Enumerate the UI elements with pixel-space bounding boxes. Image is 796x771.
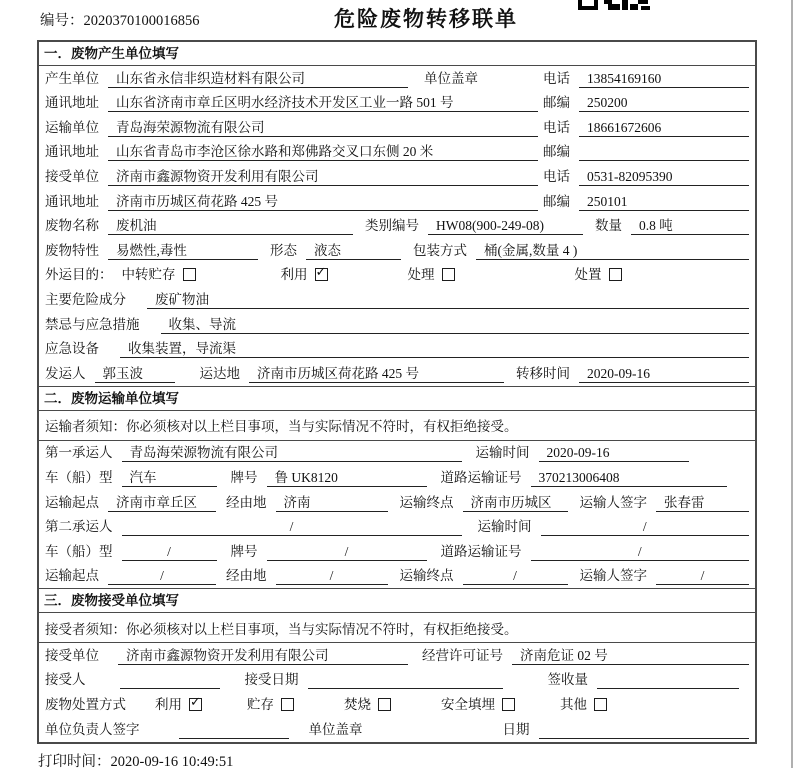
field-label: 通讯地址: [45, 95, 99, 111]
field-label: 单位负责人签字: [45, 721, 140, 737]
field-label: 转移时间: [516, 365, 570, 381]
checkbox-group: [575, 266, 622, 284]
checkbox-unchecked: [378, 698, 391, 711]
serial-number-line: [40, 9, 200, 30]
field-label: 接受单位: [45, 168, 99, 184]
checkbox-unchecked: [609, 268, 622, 281]
field-label: 经由地: [226, 568, 267, 584]
form-row: [39, 337, 755, 362]
field-label: 电话: [543, 168, 570, 184]
field-value: [539, 721, 750, 739]
field-value: 山东省济南市章丘区明水经济技术开发区工业一路 501 号: [108, 94, 538, 112]
field-value: HW08(900-249-08): [428, 217, 583, 235]
field-value: [597, 671, 739, 689]
qr-code-fragment: [578, 0, 652, 11]
field-label: 第一承运人: [45, 445, 113, 461]
field-value: 0.8 吨: [631, 217, 749, 235]
field-label: 产生单位: [45, 70, 99, 86]
form-row: [39, 115, 755, 140]
field-label: 运输人签字: [579, 494, 647, 510]
form-row: [39, 465, 755, 490]
checkbox-label: 焚烧: [344, 697, 371, 713]
field-label: 电话: [543, 70, 570, 86]
field-label: 废物处置方式: [45, 697, 126, 713]
notice-text: 接受者须知：你必须核对以上栏目事项，当与实际情况不符时，有权拒绝接受。: [39, 613, 755, 643]
field-value: 桶(金属,数量 4 ): [476, 242, 749, 260]
field-label: 禁忌与应急措施: [45, 316, 140, 332]
field-label: 运输时间: [477, 519, 532, 535]
serial-label: 编号：: [40, 13, 84, 29]
field-label: 车（船）型: [45, 469, 113, 485]
field-value: 济南市历城区: [463, 494, 568, 512]
field-value: 370213006408: [531, 469, 727, 487]
field-value: 济南: [276, 494, 388, 512]
checkbox-label: 处理: [407, 267, 435, 283]
print-time-value: 2020-09-16 10:49:51: [110, 754, 234, 770]
form-section-1: [39, 42, 755, 386]
field-label: 发运人: [45, 365, 86, 381]
field-label: 车（船）型: [45, 543, 113, 559]
check-icon: ✓: [190, 695, 201, 711]
field-label: 邮编: [543, 193, 570, 209]
form-row: [39, 312, 755, 337]
field-label: 运输终点: [399, 568, 454, 584]
form-section-2: [39, 386, 755, 589]
field-label: 接受单位: [45, 647, 99, 663]
checkbox-group: [155, 696, 202, 714]
field-value: 汽车: [122, 469, 217, 487]
notice-text: 运输者须知：你必须核对以上栏目事项，当与实际情况不符时，有权拒绝接受。: [39, 411, 755, 441]
field-label: 邮编: [543, 144, 570, 160]
print-time-label: 打印时间：: [38, 754, 111, 770]
field-value: 郭玉波: [95, 365, 175, 383]
field-value: /: [276, 567, 388, 585]
checkbox-group: [344, 696, 391, 714]
form-row: [39, 91, 755, 116]
field-value: /: [531, 543, 750, 561]
field-value: [120, 671, 220, 689]
field-value: 青岛海荣源物流有限公司: [108, 119, 538, 137]
field-value: 液态: [306, 242, 401, 260]
field-label: 经营许可证号: [422, 647, 503, 663]
field-value: /: [267, 543, 427, 561]
checkbox-group: [281, 266, 328, 284]
field-value: 济南市鑫源物资开发利用有限公司: [118, 647, 408, 665]
field-value: 山东省永信非织造材料有限公司: [108, 70, 408, 88]
checkbox-unchecked: [502, 698, 515, 711]
field-value: /: [122, 518, 462, 536]
checkbox-unchecked: [442, 268, 455, 281]
field-label: 运输终点: [399, 494, 454, 510]
form-row: [39, 238, 755, 263]
form-row: [39, 189, 755, 214]
field-label: 道路运输证号: [440, 469, 522, 485]
page-title: 危险废物转移联单: [334, 8, 518, 31]
checkbox-unchecked: [281, 698, 294, 711]
field-value: [179, 721, 289, 739]
field-value: 易燃性,毒性: [108, 242, 258, 260]
field-value: 13854169160: [579, 70, 749, 88]
field-label: 通讯地址: [45, 144, 99, 160]
checkbox-group: [408, 266, 455, 284]
field-value: 鲁 UK8120: [267, 469, 427, 487]
field-label: 运输时间: [475, 445, 530, 461]
field-value: 250101: [579, 193, 749, 211]
checkbox-label: 利用: [280, 267, 308, 283]
form-row: [39, 692, 755, 717]
field-label: 废物名称: [45, 218, 99, 234]
field-label: 日期: [502, 721, 530, 737]
field-value: /: [463, 567, 568, 585]
field-label: 通讯地址: [45, 193, 99, 209]
field-value: 废矿物油: [147, 291, 749, 309]
field-label: 类别编号: [365, 218, 419, 234]
form-row: [39, 564, 755, 589]
form-row: [39, 539, 755, 564]
field-value: 250200: [579, 94, 749, 112]
form-row: [39, 66, 755, 91]
form-row: [39, 717, 755, 742]
static-text: 单位盖章: [424, 70, 478, 86]
static-text: 单位盖章: [308, 721, 363, 737]
form-row: [39, 140, 755, 165]
field-value: 济南市鑫源物资开发利用有限公司: [108, 168, 538, 186]
checkbox-unchecked: [594, 698, 607, 711]
field-value: 济南危证 02 号: [512, 647, 749, 665]
section-title: 二．废物运输单位填写: [39, 387, 755, 411]
form-row: [39, 490, 755, 515]
field-value: 青岛海荣源物流有限公司: [122, 444, 462, 462]
form-row: [39, 214, 755, 239]
checkbox-group: [560, 696, 607, 714]
field-label: 电话: [543, 119, 570, 135]
field-value: /: [656, 567, 749, 585]
field-label: 主要危险成分: [45, 291, 126, 307]
field-label: 数量: [595, 218, 622, 234]
field-value: /: [541, 518, 750, 536]
field-value: 济南市历城区荷花路 425 号: [249, 365, 504, 383]
field-value: 山东省青岛市李沧区徐水路和郑佛路交叉口东侧 20 米: [108, 143, 538, 161]
field-label: 运输人签字: [579, 568, 647, 584]
field-label: 签收量: [547, 672, 588, 688]
checkbox-label: 安全填埋: [441, 697, 495, 713]
field-value: /: [122, 543, 217, 561]
field-value: 废机油: [108, 217, 353, 235]
form-row: [39, 287, 755, 312]
field-label: 第二承运人: [45, 519, 113, 535]
checkbox-checked: [189, 695, 202, 711]
checkbox-group: [122, 266, 196, 284]
field-value: 0531-82095390: [579, 168, 749, 186]
field-label: 牌号: [230, 469, 258, 485]
field-value: 收集装置，导流渠: [120, 340, 749, 358]
field-value: [308, 671, 503, 689]
form-row: [39, 515, 755, 540]
checkbox-label: 其他: [560, 697, 587, 713]
field-label: 废物特性: [45, 242, 99, 258]
checkbox-label: 处置: [574, 267, 602, 283]
field-value: 2020-09-16: [579, 365, 749, 383]
check-icon: ✓: [315, 265, 327, 281]
form-row: [39, 643, 755, 668]
checkbox-group: [247, 696, 294, 714]
field-value: 收集、导流: [161, 316, 750, 334]
checkbox-group: [441, 696, 515, 714]
form-row: [39, 164, 755, 189]
section-title: 三．废物接受单位填写: [39, 589, 755, 613]
checkbox-label: 利用: [155, 697, 182, 713]
field-label: 接受日期: [244, 672, 299, 688]
form-row: [39, 441, 755, 466]
field-label: 邮编: [543, 95, 570, 111]
field-value: 济南市历城区荷花路 425 号: [108, 193, 538, 211]
field-label: 应急设备: [45, 341, 99, 357]
field-label: 包装方式: [413, 242, 467, 258]
field-label: 形态: [270, 242, 297, 258]
field-label: 运达地: [199, 365, 240, 381]
field-label: 接受人: [45, 672, 86, 688]
form-row: [39, 263, 755, 288]
section-title: 一．废物产生单位填写: [39, 42, 755, 66]
form-row: [39, 668, 755, 693]
field-label: 道路运输证号: [440, 543, 522, 559]
page-edge-line: [791, 0, 793, 768]
field-value: 张春雷: [656, 494, 749, 512]
field-value: 济南市章丘区: [108, 494, 216, 512]
field-value: 18661672606: [579, 119, 749, 137]
field-value: /: [108, 567, 216, 585]
checkbox-unchecked: [183, 268, 196, 281]
field-value: [579, 143, 749, 161]
checkbox-label: 贮存: [247, 697, 274, 713]
serial-number: 2020370100016856: [83, 13, 200, 29]
checkbox-label: 中转贮存: [121, 267, 176, 283]
manifest-form: [37, 40, 757, 744]
field-value: 2020-09-16: [539, 444, 689, 462]
field-label: 牌号: [230, 543, 258, 559]
field-label: 经由地: [226, 494, 267, 510]
field-label: 运输起点: [45, 568, 99, 584]
field-label: 运输起点: [45, 494, 99, 510]
field-label: 运输单位: [45, 119, 99, 135]
field-label: 外运目的：: [45, 267, 113, 283]
form-section-3: [39, 588, 755, 741]
form-row: [39, 361, 755, 386]
checkbox-checked: [315, 265, 328, 281]
